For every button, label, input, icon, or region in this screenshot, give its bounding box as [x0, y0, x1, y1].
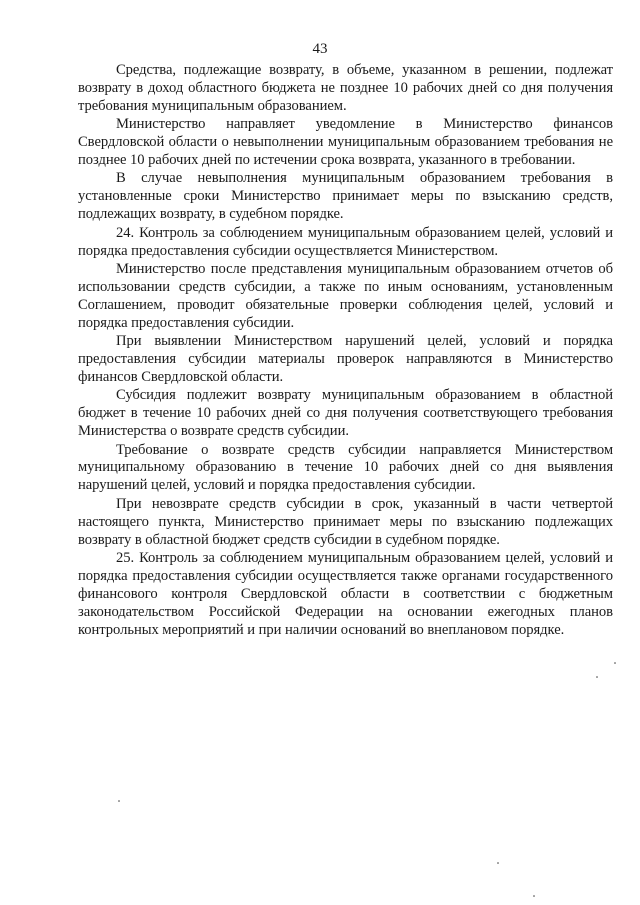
paragraph-subsidy-return: Субсидия подлежит возврату муниципальным образованием в областной бюджет в течение 10 рабочих дней со дня получения соответствующего требования Министерства о возврате средств субсидии.	[78, 387, 613, 440]
paragraph-item-25: 25. Контроль за соблюдением муниципальным образованием целей, условий и порядка предоставления субсидии осуществляется также органами государственного финансового контроля Свердловской области в соответствии с бюджетным законодательством Российской Федерации на основании ежегодных планов контрольных мероприятий и при наличии оснований во внеплановом порядке.	[78, 549, 613, 638]
paragraph-court-recovery: В случае невыполнения муниципальным образованием требования в установленные сроки Министерство принимает меры по взысканию средств, подлежащих возврату, в судебном порядке.	[78, 170, 613, 223]
paragraph-item-24: 24. Контроль за соблюдением муниципальным образованием целей, условий и порядка предоставления субсидии осуществляется Министерством.	[78, 224, 613, 259]
paragraph-violations-found: При выявлении Министерством нарушений целей, условий и порядка предоставления субсидии материалы проверок направляются в Министерство финансов Свердловской области.	[78, 333, 613, 385]
paragraph-return-requirement: Требование о возврате средств субсидии направляется Министерством муниципальному образованию в течение 10 рабочих дней со дня выявления нарушений целей, условий и порядка предоставления субсидии.	[78, 441, 613, 494]
scan-speck	[614, 662, 616, 664]
scan-speck	[596, 676, 598, 678]
document-body	[78, 62, 613, 640]
paragraph-finance-notification: Министерство направляет уведомление в Министерство финансов Свердловской области о невыполнении муниципальным образованием требования не позднее 10 рабочих дней по истечении срока возврата, указанного в требовании.	[78, 116, 613, 169]
scan-speck	[533, 895, 535, 897]
scan-speck	[118, 800, 120, 802]
scan-speck	[497, 862, 499, 864]
paragraph-mandatory-checks: Министерство после представления муниципальным образованием отчетов об использовании средств субсидии, а также по иным основаниям, установленным Соглашением, проводит обязательные проверки соблюдения целей, условий и порядка предоставления субсидии.	[78, 260, 613, 331]
paragraph-refund-deadline: Средства, подлежащие возврату, в объеме, указанном в решении, подлежат возврату в доход областного бюджета не позднее 10 рабочих дней со дня получения требования муниципальным образованием.	[78, 62, 613, 114]
page-number: 43	[312, 41, 328, 57]
paragraph-non-return-measures: При невозврате средств субсидии в срок, указанный в части четвертой настоящего пункта, Министерство принимает меры по взысканию подлежащих возврату в областной бюджет средств субсидии в судебном порядке.	[78, 495, 613, 548]
